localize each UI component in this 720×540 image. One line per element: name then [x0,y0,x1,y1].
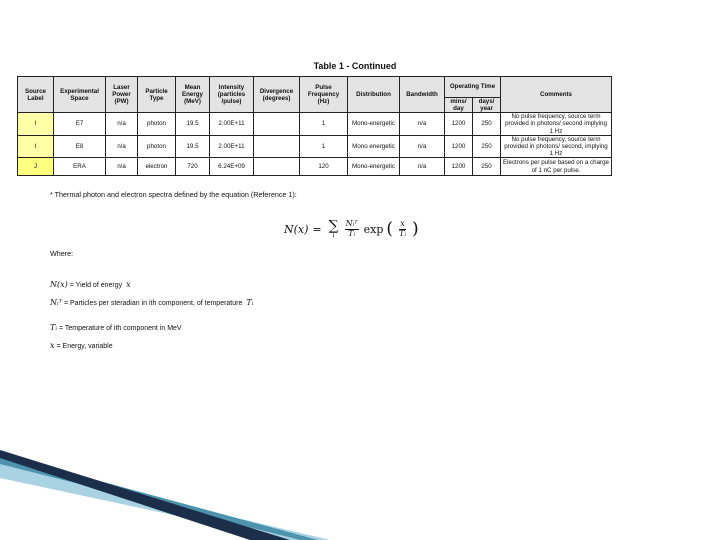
equation-lhs: N(x) [284,222,309,236]
header-comments: Comments [501,77,612,113]
header-source: Source Label [18,77,54,113]
cell-days: 250 [473,135,501,157]
header-intensity: Intensity (particles /pulse) [210,77,254,113]
equation [284,215,422,243]
cell-particle: photon [138,113,176,135]
cell-bandwidth: n/a [400,135,445,157]
where-label: Where: [50,249,74,258]
exp-function: exp [363,222,384,236]
cell-intensity: 6.24E+09 [210,158,254,176]
definition-text: = Energy, variable [56,343,113,350]
equation-equals: = [312,222,322,236]
cell-intensity: 2.00E+11 [210,113,254,135]
cell-laser: n/a [106,113,138,135]
cell-energy: 720 [176,158,210,176]
cell-mins: 1200 [445,135,473,157]
fraction-denominator: Tᵢ [399,228,406,238]
definition-text: = Temperature of ith component in MeV [58,325,182,332]
cell-distribution: Mono-energetic [348,113,400,135]
definition-item [50,323,182,332]
cell-energy: 19.5 [176,113,210,135]
header-days: days/ year [473,98,501,113]
cell-pulse: 1 [300,113,348,135]
cell-energy: 19.5 [176,135,210,157]
definition-tail: Tᵢ [246,298,254,307]
header-laser: Laser Power (PW) [106,77,138,113]
definition-item [50,280,131,289]
definition-text: = Particles per steradian in ith component, of temperature [63,300,243,307]
header-distribution: Distribution [348,77,400,113]
cell-source: J [18,158,54,176]
fraction-numerator: x [400,218,405,228]
data-table [17,76,612,176]
cell-divergence [254,113,300,135]
cell-divergence [254,158,300,176]
fraction-numerator: Nᵢᵀ [345,218,358,228]
cell-days: 250 [473,158,501,176]
cell-space: E8 [54,135,106,157]
cell-laser: n/a [106,158,138,176]
sum-index: i [332,232,335,239]
table-row [18,135,612,157]
fraction-n-over-t [345,220,359,239]
cell-mins: 1200 [445,158,473,176]
cell-space: E7 [54,113,106,135]
fraction-denominator: Tᵢ [348,228,356,238]
decorative-swoosh [0,450,720,540]
cell-source: I [18,135,54,157]
summation [329,219,339,239]
header-particle: Particle Type [138,77,176,113]
cell-particle: electron [138,158,176,176]
cell-distribution: Mono energetic [348,135,400,157]
table-row [18,113,612,135]
definition-item [50,298,253,307]
header-space: Experimental Space [54,77,106,113]
cell-mins: 1200 [445,113,473,135]
definition-text: = Yield of energy [69,282,123,289]
header-operating: Operating Time [445,77,501,98]
cell-pulse: 120 [300,158,348,176]
cell-distribution: Mono-energetic [348,158,400,176]
swoosh-dark [0,450,290,540]
table-header-row [18,77,612,98]
definition-item [50,341,113,350]
definition-symbol: Tᵢ [50,323,57,332]
cell-particle: photon [138,135,176,157]
cell-source: I [18,113,54,135]
header-mins: mins/ day [445,98,473,113]
table-row [18,158,612,176]
cell-bandwidth: n/a [400,113,445,135]
definition-symbol: x [50,341,55,350]
cell-bandwidth: n/a [400,158,445,176]
cell-divergence [254,135,300,157]
header-pulse: Pulse Frequency (Hz) [300,77,348,113]
table-title: Table 1 - Continued [313,61,397,71]
cell-days: 250 [473,113,501,135]
definition-symbol: Nᵢᵀ [50,298,62,307]
cell-space: ERA [54,158,106,176]
header-bandwidth: Bandwidth [400,77,445,113]
header-divergence: Divergence (degrees) [254,77,300,113]
definition-tail: x [126,280,131,289]
header-energy: Mean Energy (MeV) [176,77,210,113]
cell-laser: n/a [106,135,138,157]
cell-comments: No pulse frequency, source term provided in photons/ second, implying 1 Hz [501,135,612,157]
cell-comments: Electrons per pulse based on a charge of 1 nC per pulse. [501,158,612,176]
cell-pulse: 1 [300,135,348,157]
fraction-x-over-t [399,220,406,239]
cell-intensity: 2.00E+11 [210,135,254,157]
cell-comments: No pulse frequency, source term provided in photons/ second implying 1 Hz [501,113,612,135]
left-paren: ( [386,219,394,239]
right-paren: ) [411,219,419,239]
footnote: * Thermal photon and electron spectra defined by the equation (Reference 1): [50,190,297,199]
sum-symbol: ∑ [328,218,339,234]
definition-symbol: N(x) [50,280,68,289]
